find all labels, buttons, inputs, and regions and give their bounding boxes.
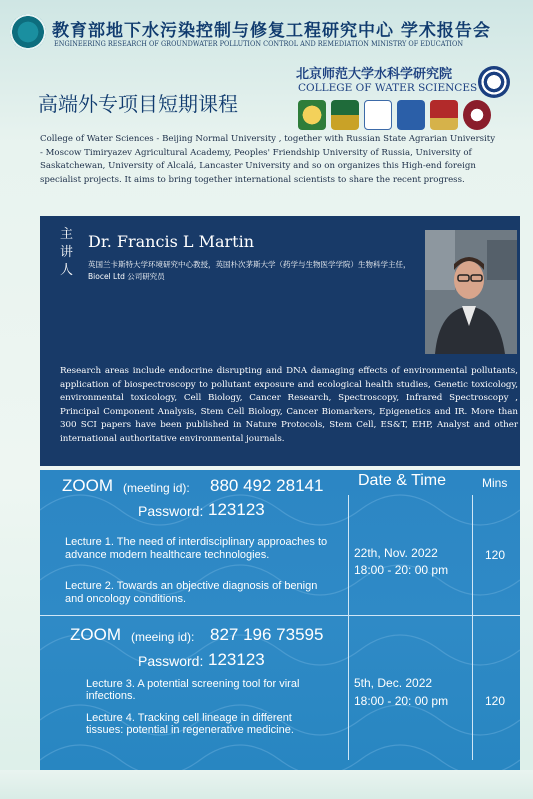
- column-header-datetime: Date & Time: [358, 472, 447, 489]
- session-minutes: 120: [485, 548, 506, 562]
- zoom-label: ZOOM: [62, 476, 113, 495]
- university-logo: [430, 100, 458, 130]
- lecture-title: Lecture 1. The need of interdisciplinary approaches to advance modern healthcare technologies.: [65, 536, 328, 561]
- speaker-label: 主讲人: [60, 227, 74, 278]
- university-logo: [397, 100, 425, 130]
- zoom-label: ZOOM: [70, 625, 121, 644]
- password-label: Password:: [138, 653, 204, 669]
- speaker-portrait-image: [425, 230, 517, 354]
- session-date: 5th, Dec. 2022: [354, 676, 433, 690]
- course-title: 高端外专项目短期课程: [38, 92, 238, 116]
- footer-band: [0, 770, 533, 799]
- university-logo: [463, 100, 491, 130]
- meeting-id-label: (meeting id):: [123, 481, 190, 495]
- speaker-name: Dr. Francis L Martin: [88, 232, 254, 251]
- meeting-id-value[interactable]: 880 492 28141: [210, 476, 324, 495]
- row-divider: [40, 615, 520, 616]
- college-name-cn: 北京师范大学水科学研究院: [296, 67, 453, 82]
- column-divider: [348, 495, 349, 760]
- password-label: Password:: [138, 503, 204, 519]
- university-logo: [298, 100, 326, 130]
- meeting-id-value[interactable]: 827 196 73595: [210, 625, 324, 644]
- session-time: 18:00 - 20: 00 pm: [354, 563, 449, 577]
- page-title-english: ENGINEERING RESEARCH OF GROUNDWATER POLLUTION CONTROL AND REMEDIATION MINISTRY OF EDUCATION: [54, 40, 464, 48]
- password-value[interactable]: 123123: [208, 650, 265, 669]
- intro-paragraph: College of Water Sciences - Beijing Normal University , together with Russian State Agrarian University - Moscow Timiryazev Agricultural Academy, Peoples' Friendship University of Russia, University of Saskatchewan, University of Alcalá, Lancaster University and so on organizes this High-end foreign specialist projects. It aims to bring together international scientists to share the recent progress.: [40, 134, 496, 185]
- speaker-photo: [425, 230, 517, 354]
- lecture-title: Lecture 2. Towards an objective diagnosis of benign and oncology conditions.: [65, 580, 318, 605]
- center-logo: [10, 14, 46, 50]
- university-logo: [331, 100, 359, 130]
- lecture-title: Lecture 4. Tracking cell lineage in different tissues: potential in regenerative medicine.: [86, 712, 294, 736]
- college-name-en: COLLEGE OF WATER SCIENCES: [298, 82, 478, 94]
- session-time: 18:00 - 20: 00 pm: [354, 694, 449, 708]
- session-date: 22th, Nov. 2022: [354, 546, 438, 560]
- column-header-mins: Mins: [482, 476, 508, 490]
- university-logo: [364, 100, 392, 130]
- meeting-id-label: (meeing id):: [131, 630, 195, 644]
- partner-university-logos: [298, 100, 491, 130]
- password-value[interactable]: 123123: [208, 500, 265, 519]
- speaker-research-summary: Research areas include endocrine disrupting and DNA damaging effects of environmental pollutants, application of biospectroscopy to pollutant exposure and ecological health studies, Genetic toxicology, environmental toxicology, Cell Biology, Cancer Research, Spectroscopy, Infrared Spectroscopy , Principal Component Analysis, Stem Cell Biology, Cancer Biomarkers, Epigenetics and IR. More than 300 SCI papers have been published in Nature Protocols, Stem Cell, ES&T, EHP, Analyst and other international authoritative environmental journals.: [60, 366, 518, 444]
- session-minutes: 120: [485, 694, 506, 708]
- page-title: 教育部地下水污染控制与修复工程研究中心 学术报告会: [52, 21, 491, 41]
- schedule-table: [40, 470, 520, 770]
- speaker-affiliation: 英国兰卡斯特大学环境研究中心教授，英国朴次茅斯大学（药学与生物医学学院）生物科学主任，Biocel Ltd 公司研究员: [88, 260, 411, 281]
- bnu-seal-logo: [478, 66, 510, 98]
- lecture-title: Lecture 3. A potential screening tool for viral infections.: [86, 678, 300, 702]
- column-divider: [472, 495, 473, 760]
